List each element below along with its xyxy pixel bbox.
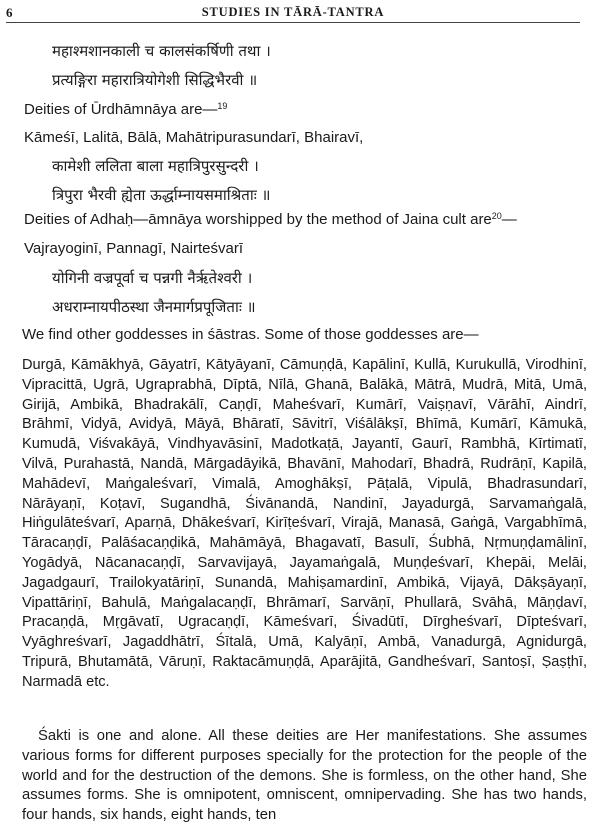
page-number: 6 bbox=[6, 5, 13, 20]
urdhva-deity-names: Kāmeśī, Lalitā, Bālā, Mahātripurasundarī, Bhairavī, bbox=[24, 129, 364, 146]
verse-2-line-1: कामेशी ललिता बाला महात्रिपुरसुन्दरी । bbox=[52, 157, 259, 175]
goddess-list: Durgā, Kāmākhyā, Gāyatrī, Kātyāyanī, Cāmuṇḍā, Kapālinī, Kullā, Kurukullā, Virodhinī, Vipracittā, Ugrā, Ugraprabhā, Dīptā, Nīlā, Ghanā, Balākā, Mātrā, Mudrā, Mitā, Umā, Girijā, Ambikā, Bhadrakālī, Caṇḍī, Maheśvarī, Kumārī, Vaiṣṇavī, Vārāhī, Aindrī, Brāhmī, Vidyā, Avidyā, Māyā, Bhāratī, Sāvitrī, Viśālākṣī, Bhīmā, Kumārī, Kāmukā, Kumudā, Viśvakāyā, Vindhyavāsinī, Madotkaṭā, Jayantī, Gaurī, Rambhā, Kīrtimatī, Vilvā, Purahastā, Nandā, Mārgadāyikā, Bhavānī, Mahodarī, Bhadrā, Rudrāṇī, Kapilā, Mahādevī, Maṅgaleśvarī, Vimalā, Amoghākṣī, Pāṭalā, Vipulā, Bhadrasundarī, Nārāyaṇī, Koṭavī, Sugandhā, Śivānandā, Nandinī, Jayadurgā, Sarvamaṅgalā, Hiṅgulāteśvarī, Aparṇā, Dhākeśvarī, Kirīṭeśvarī, Virajā, Manasā, Gaṅgā, Vargabhīmā, Tāracaṇḍī, Palāśacaṇḍikā, Mahāmāyā, Bhagavatī, Basulī, Śubhā, Nṛmuṇḍamālinī, Yogādyā, Nācanacaṇḍī, Sarvavijayā, Jayamaṅgalā, Muṇḍeśvarī, Khepāi, Melāi, Jagadgaurī, Trailokyatāriṇī, Sunandā, Mahiṣamardinī, Ambikā, Vijayā, Dākṣāyaṇī, Vipattāriṇī, Bahulā, Maṅgalacaṇḍī, Bhrāmarī, Sarvāṇī, Phullarā, Svāhā, Māṇḍavī, Pracaṇḍā, Mṛgāvatī, Ugracaṇḍī, Kāmeśvarī, Śivadūtī, Dīrgheśvarī, Dīpteśvarī, Vyāghreśvarī, Jagaddhātrī, Śītalā, Umā, Kalyāṇī, Ambā, Vanadurgā, Agnidurgā, Tripurā, Bhutamātā, Vāruṇī, Raktacāmuṇḍā, Aparājitā, Gandheśvarī, Santoṣī, Ṣaṣṭhī, Narmadā etc. bbox=[22, 357, 587, 690]
adhah-heading bbox=[24, 211, 517, 228]
verse-1-line-1: महाश्मशानकाली च कालसंकर्षिणी तथा । bbox=[52, 42, 271, 60]
urdhva-heading bbox=[24, 101, 227, 118]
running-header bbox=[6, 5, 580, 21]
footnote-ref-19: 19 bbox=[217, 101, 228, 111]
goddesses-intro: We find other goddesses in śāstras. Some of those goddesses are— bbox=[22, 326, 479, 343]
verse-1-line-2: प्रत्यङ्गिरा महारात्रियोगेशी सिद्धिभैरवी ॥ bbox=[52, 71, 258, 89]
verse-3-line-2: अधराम्नायपीठस्था जैनमार्गप्रपूजिताः ॥ bbox=[52, 298, 256, 316]
footnote-ref-20: 20 bbox=[491, 211, 502, 221]
verse-2-line-2: त्रिपुरा भैरवी ह्येता ऊर्द्धाम्नायसमाश्रिताः ॥ bbox=[52, 186, 271, 204]
running-title: STUDIES IN TĀRĀ-TANTRA bbox=[201, 5, 385, 19]
urdhva-heading-text: Deities of Ūrdhāmnāya are— bbox=[24, 101, 218, 118]
adhah-dash: — bbox=[501, 211, 517, 228]
adhah-heading-text: Deities of Adhaḥ—āmnāya worshipped by the method of Jaina cult are bbox=[24, 211, 492, 228]
goddess-list-paragraph bbox=[22, 356, 587, 693]
adhah-deity-names: Vajrayoginī, Pannagī, Nairteśvarī bbox=[24, 240, 244, 257]
header-rule bbox=[6, 22, 580, 23]
shakti-paragraph bbox=[22, 727, 587, 826]
verse-3-line-1: योगिनी वज्रपूर्वा च पन्नगी नैर्ऋतेश्वरी । bbox=[52, 269, 253, 287]
shakti-paragraph-text: Śakti is one and alone. All these deities are Her manifestations. She assumes various forms for different purposes specially for the protection for the people of the world and for the destruction of the demons. She is formless, on the other hand, She assumes forms. She is omnipotent, omniscent, omnipervading. She has two hands, four hands, six hands, eight hands, ten bbox=[22, 728, 587, 824]
